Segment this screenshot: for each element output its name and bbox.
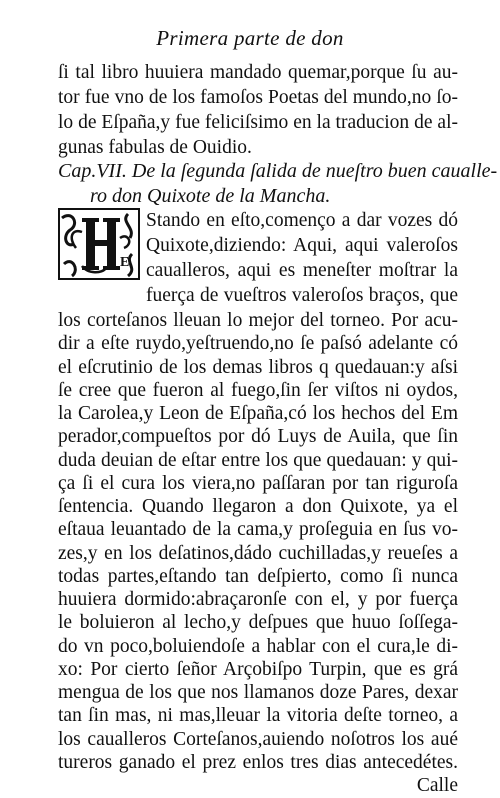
text-line: ſe cree que fueron al fuego,ſin ſer viſtos ni oydos, <box>58 379 458 401</box>
initial-letter: E <box>120 255 130 270</box>
text-line: tor fue vno de los famoſos Poetas del mundo,no ſo- <box>58 87 458 108</box>
text-line: ça ſi el cura los viera,no paſſaran por tan riguroſa <box>58 472 458 494</box>
text-line: perador,compueſtos por dó Luys de Auila, que ſin <box>58 426 458 448</box>
text-line: xo: Por cierto ſeñor Arçobiſpo Turpin, que es grá <box>58 658 458 680</box>
text-line: eſtaua leuantado de la cama,y proſeguia en ſus vo- <box>58 519 458 541</box>
text-line: tureros ganado el prez enlos tres dias antecedétes. <box>58 751 458 773</box>
text-line: tan ſin mas, ni mas,lleuar la vitoria deſte torneo, a <box>58 705 458 727</box>
decorated-initial <box>58 208 140 280</box>
text-line: gunas fabulas de Ouidio. <box>58 137 252 158</box>
text-line: Quixote,diziendo: Aqui, aqui valeroſos <box>146 235 458 256</box>
text-line: lo de Eſpaña,y fue feliciſsimo en la traducion de al- <box>58 112 458 133</box>
text-line: caualleros, aqui es meneſter moſtrar la <box>146 260 458 281</box>
text-line: duda deuian de eſtar entre los que quedauan: y qui- <box>58 449 458 471</box>
text-line: do vn poco,boluiendoſe a hablar con el cura,le di- <box>58 635 458 657</box>
text-line: los caualleros Corteſanos,auiendo noſotros los aué <box>58 728 458 750</box>
text-line: mengua de los que nos llamanos doze Pares, dexar <box>58 682 458 703</box>
text-line: todas partes,eſtando tan deſpierto, como ſi nunca <box>58 565 458 587</box>
text-line: la Carolea,y Leon de Eſpaña,có los hechos del Em <box>58 403 458 424</box>
chapter-title: ro don Quixote de la Mancha. <box>90 185 331 207</box>
text-line: fuerça de vueſtros valeroſos braços, que <box>146 285 458 306</box>
text-line: le boluieron al lecho,y deſpues que huuo ſoſſega- <box>58 612 458 634</box>
text-line: ſentencia. Quando llegaron a don Quixote, ya el <box>58 496 458 517</box>
running-header: Primera parte de don <box>156 26 344 50</box>
text-line: zes,y en los deſatinos,dádo cuchilladas,y reueſes a <box>58 542 458 564</box>
text-line: los corteſanos lleuan lo mejor del torneo. Por acu- <box>58 310 458 331</box>
text-line: el eſcrutinio de los demas libros q quedauan:y aſsi <box>58 356 458 378</box>
text-line: dir a eſte ruydo,yeſtruendo,no ſe paſsó adelante có <box>58 333 458 355</box>
text-line: huuiera dormido:abraçaronſe con el, y por fuerça <box>58 589 458 610</box>
text-line: Stando en eſto,començo a dar vozes dó <box>146 210 458 231</box>
chapter-title: Cap.VII. De la ſegunda ſalida de nueſtro buen caualle- <box>58 160 498 182</box>
catchword: Calle <box>416 775 458 796</box>
text-line: ſi tal libro huuiera mandado quemar,porque ſu au- <box>58 62 458 83</box>
